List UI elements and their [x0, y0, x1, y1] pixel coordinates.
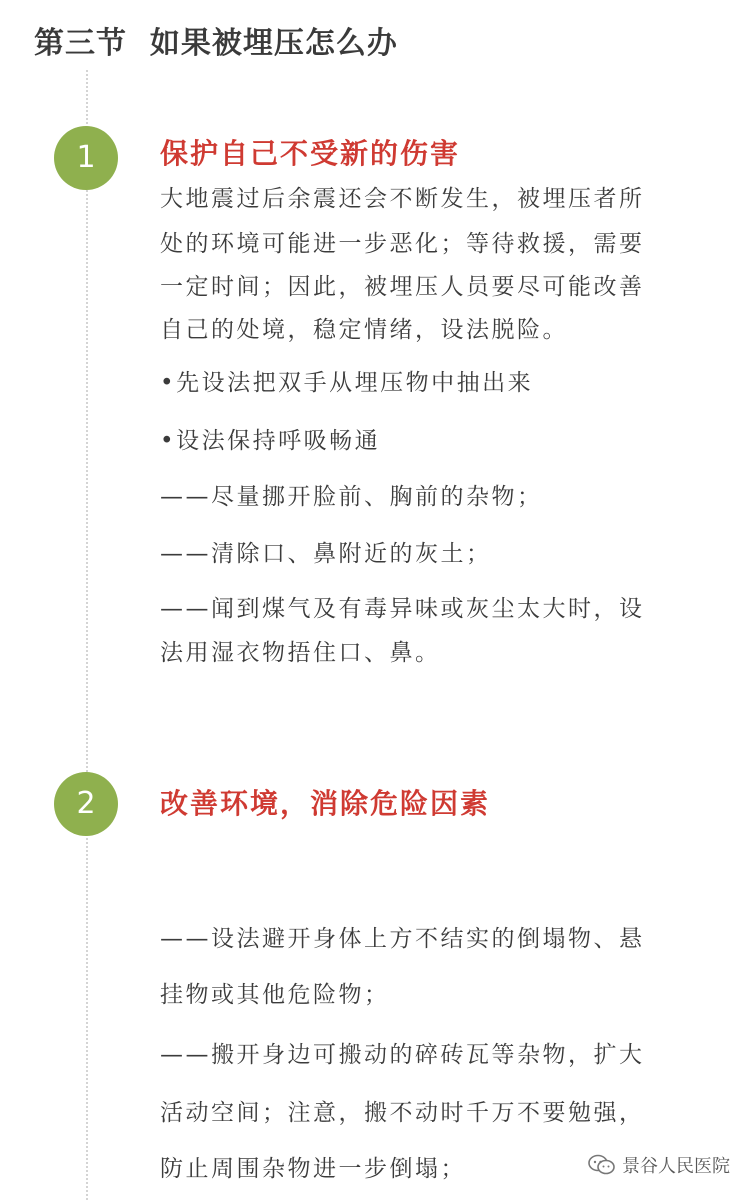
body-line: 处的环境可能进一步恶化；等待救援，需要: [160, 231, 645, 257]
dash-line: ——清除口、鼻附近的灰土；: [160, 541, 492, 567]
wechat-icon: [588, 1154, 616, 1176]
step-number-2: 2: [54, 772, 118, 836]
body-line: 大地震过后余震还会不断发生，被埋压者所: [160, 186, 645, 212]
footer-watermark: [588, 1152, 730, 1178]
dash-line: ——搬开身边可搬动的碎砖瓦等杂物，扩大: [160, 1042, 645, 1068]
dash-line: 挂物或其他危险物；: [160, 982, 390, 1008]
dash-line: ——尽量挪开脸前、胸前的杂物；: [160, 484, 543, 510]
section-title-1: 保护自己不受新的伤害: [160, 137, 461, 170]
dash-line: 防止周围杂物进一步倒塌；: [160, 1156, 466, 1182]
step-number-1: 1: [54, 126, 118, 190]
dash-line: ——设法避开身体上方不结实的倒塌物、悬: [160, 926, 645, 952]
dash-line: ——闻到煤气及有毒异味或灰尘太大时，设: [160, 596, 645, 622]
footer-brand-text: 景谷人民医院: [622, 1156, 730, 1177]
section-title-2: 改善环境，消除危险因素: [160, 787, 491, 820]
dash-line: 法用湿衣物捂住口、鼻。: [160, 640, 441, 666]
dash-line: 活动空间；注意，搬不动时千万不要勉强，: [160, 1100, 645, 1126]
bullet-line: •先设法把双手从埋压物中抽出来: [160, 370, 534, 396]
page-title: 第三节 如果被埋压怎么办: [34, 26, 398, 61]
bullet-line: •设法保持呼吸畅通: [160, 428, 381, 454]
body-line: 自己的处境，稳定情绪，设法脱险。: [160, 317, 568, 343]
timeline-line: [86, 70, 88, 1200]
body-line: 一定时间；因此，被埋压人员要尽可能改善: [160, 274, 645, 300]
